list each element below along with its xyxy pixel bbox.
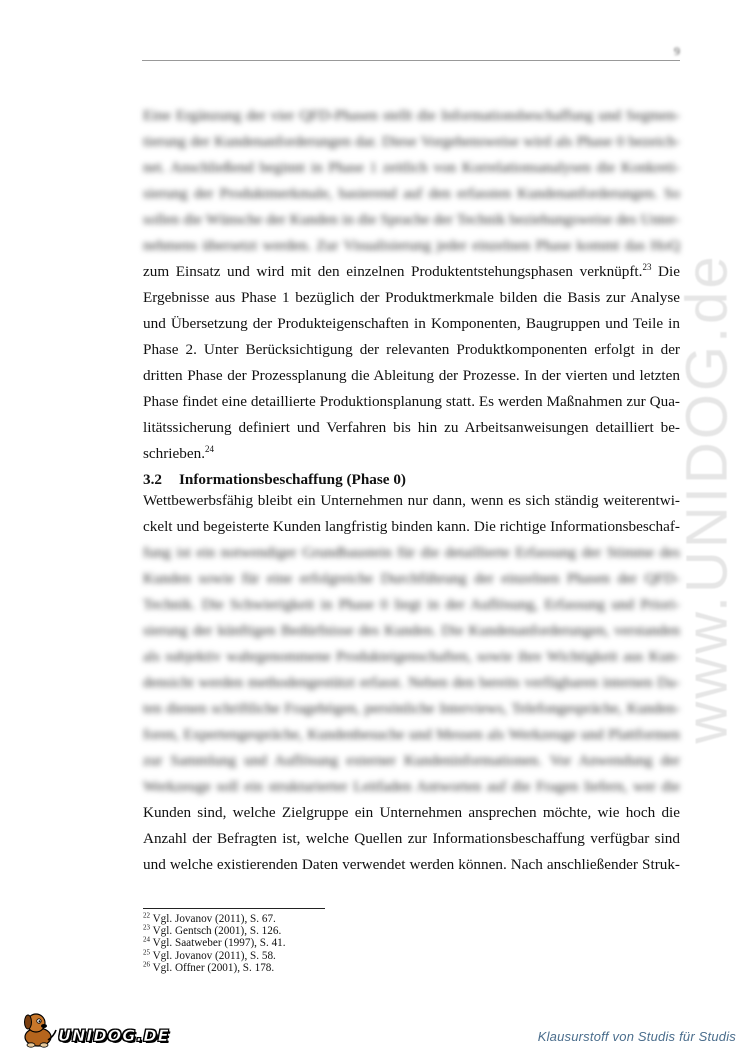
blurred-line: foren, Expertengespräche, Kundenbesuche und Messen als Werkzeuge und Plattformen [143, 726, 680, 743]
footnote-number: 26 [143, 960, 150, 969]
footnote-number: 24 [143, 935, 150, 944]
footnote-ref: 23 [642, 261, 652, 272]
text-line: Phase 2. Unter Berücksichtigung der relevanten Produktkomponenten erfolgt in der [143, 341, 680, 358]
footnote-text: Vgl. Jovanov (2011), S. 58. [150, 949, 276, 962]
footnote [143, 925, 443, 937]
paragraph-1 [143, 103, 680, 467]
logo-text: UNIDOG.DE [58, 1026, 170, 1045]
blurred-line: Kunden sowie für eine erfolgreiche Durchführung der einzelnen Phasen der QFD- [143, 570, 680, 587]
footnote-text: Vgl. Offner (2001), S. 178. [150, 961, 275, 974]
text-line: ckelt und begeisterte Kunden langfristig binden kann. Die richtige Informationsbeschaf- [143, 518, 680, 535]
text-line: Wettbewerbsfähig bleibt ein Unternehmen nur dann, wenn es sich ständig weiterentwi- [143, 492, 680, 509]
text-segment: schrieben. [143, 445, 205, 462]
footnote-text: Vgl. Saatweber (1997), S. 41. [150, 937, 286, 950]
footnote-ref: 24 [205, 443, 214, 454]
blurred-line: densicht werden methodengestützt erfasst. Neben den bereits verfügbaren internen Da- [143, 674, 680, 691]
text-line: Phase findet eine detaillierte Produktionsplanung statt. Es werden Maßnahmen zur Qua- [143, 393, 680, 410]
blurred-line: als subjektiv wahrgenommene Produkteigenschaften, sowie ihre Wichtigkeit aus Kun- [143, 648, 680, 665]
section-number: 3.2 [143, 471, 162, 488]
text-segment: zum Einsatz und wird mit den einzelnen Produktentstehungsphasen verknüpft. [143, 263, 643, 280]
footnote-text: Vgl. Gentsch (2001), S. 126. [150, 925, 282, 938]
footnote-number: 25 [143, 947, 150, 956]
watermark-text: www.UNIDOG.de [674, 252, 740, 744]
footnote [143, 947, 443, 962]
footnote-number: 22 [143, 911, 150, 920]
text-line: Kunden sind, welche Zielgruppe ein Unternehmen ansprechen möchte, wie hoch die [143, 804, 680, 821]
footnotes [143, 913, 443, 974]
text-line: dritten Phase der Prozessplanung die Ableitung der Prozesse. In der vierten und letzten [143, 367, 680, 384]
blurred-line: Technik. Die Schwierigkeit in Phase 0 liegt in der Auflösung, Erfassung und Priori- [143, 596, 680, 613]
header-rule [142, 60, 680, 61]
blurred-line: tierung der Kundenanforderungen dar. Diese Vorgehensweise wird als Phase 0 bezeich- [143, 133, 680, 150]
text-segment: Die [651, 263, 680, 280]
blurred-line: Werkzeuge soll ein strukturierter Leitfaden Antworten auf die Fragen liefern, wer die [143, 778, 680, 795]
page-number: 9 [674, 44, 680, 58]
section-heading [143, 470, 680, 490]
blurred-line: net. Anschließend beginnt in Phase 1 zeitlich von Korrelationsanalysen die Konkreti- [143, 159, 680, 176]
blurred-line: sierung der künftigen Bedürfnisse des Kunden. Die Kundenanforderungen, verstanden [143, 622, 680, 639]
text-line: litätssicherung definiert und Verfahren bis hin zu Arbeitsanweisungen detailliert be- [143, 419, 680, 436]
footnote-rule [143, 908, 325, 909]
blurred-line: zur Sammlung und Auflösung externer Kundeninformationen. Vor Anwendung der [143, 752, 680, 769]
footnote-number: 23 [143, 923, 150, 932]
text-line: Anzahl der Befragten ist, welche Quellen zur Informationsbeschaffung verfügbar sind [143, 830, 680, 847]
footnote [143, 937, 443, 949]
unidog-logo[interactable] [18, 1010, 168, 1050]
text-line: und welche existierenden Daten verwendet werden können. Nach anschließender Struk- [143, 856, 680, 873]
section-title: Informationsbeschaffung (Phase 0) [179, 471, 406, 488]
blurred-line: Eine Ergänzung der vier QFD-Phasen stellt die Informationsbeschaffung und Segmen- [143, 107, 680, 124]
blurred-line: sierung der Produktmerkmale, basierend auf den erfassten Kundenanforderungen. So [143, 185, 680, 202]
blurred-line: sollen die Wünsche der Kunden in die Sprache der Technik beziehungsweise des Unter- [143, 211, 680, 228]
footer-slogan: Klausurstoff von Studis für Studis [537, 1029, 736, 1044]
blurred-line: fung ist ein notwendiger Grundbaustein für die detaillierte Erfassung der Stimme des [143, 544, 680, 561]
blurred-line: nehmens übersetzt werden. Zur Visualisierung jeder einzelnen Phase kommt das HoQ [143, 237, 680, 254]
text-line [143, 441, 680, 467]
paragraph-2 [143, 488, 680, 878]
text-line: Ergebnisse aus Phase 1 bezüglich der Produktmerkmale bilden die Basis zur Analyse [143, 289, 680, 306]
text-line [143, 259, 680, 285]
text-line: und Übersetzung der Produkteigenschaften in Komponenten, Baugruppen und Teile in [143, 315, 680, 332]
footnote-text: Vgl. Jovanov (2011), S. 67. [150, 913, 276, 925]
footnote [143, 913, 443, 925]
blurred-line: ten dienen schriftliche Fragebögen, persönliche Interviews, Telefongespräche, Kunden- [143, 700, 680, 717]
footnote [143, 962, 443, 974]
